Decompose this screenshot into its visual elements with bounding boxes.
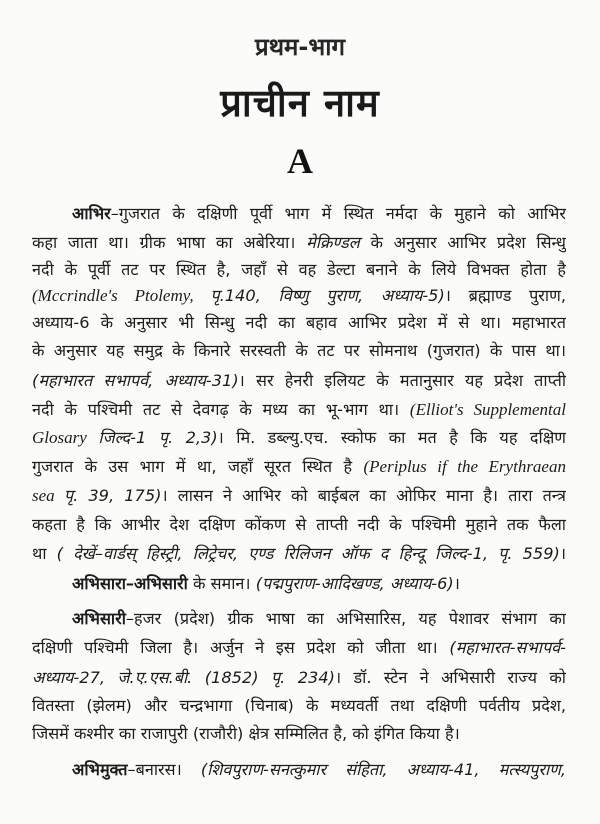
text-line: जिसमें कश्मीर का राजापुरी (राजौरी) क्षेत्र सम्मिलित है, को इंगित किया है। — [32, 724, 460, 743]
entry-term: आभिर — [72, 204, 111, 223]
text-line: दक्षिणी पश्चिमी जिला है। अर्जुन ने इस प्रदेश को जीता था। (महाभारत-सभापर्व- — [32, 638, 566, 657]
citation: अध्याय-27, जे.ए.एस.बी. (1852) पृ. 234) — [32, 668, 335, 687]
text-line: नदी के पूर्वी तट पर स्थित है, जहाँ से वह डेल्टा बनाने के लिये विभक्त होता है — [32, 260, 566, 279]
citation: Glosary — [32, 428, 99, 447]
text-line: आभिर–गुजरात के दक्षिणी पूर्वी भाग में स्थित नर्मदा के मुहाने को आभिर — [72, 204, 566, 223]
citation: (महाभारत-सभापर्व- — [449, 638, 566, 657]
text-line: था ( देखें–वार्डस् हिस्ट्री, लिट्रेचर, एण्ड रिलिजन ऑफ द हिन्दू जिल्द-1, पृ. 559)। — [32, 544, 566, 563]
text-line: अभिसारी–हजर (प्रदेश) ग्रीक भाषा का अभिसारिस, यह पेशावर संभाग का — [72, 609, 566, 628]
entry-term: अभिसारी — [72, 609, 126, 628]
citation: (Mccrindle's Ptolemy, — [32, 286, 211, 305]
text-line: अभिसारा–अभिसारी के समान। (पद्मपुराण-आदिखण्ड, अध्याय-6)। — [72, 574, 460, 593]
text-line: वितस्ता (झेलम) और चन्द्रभागा (चिनाब) के मध्यवर्ती तथा दक्षिणी पर्वतीय प्रदेश, — [32, 696, 566, 715]
text-line: sea पृ. 39, 175)। लासन ने आभिर को बाईबल का ओफिर माना है। तारा तन्त्र — [32, 486, 566, 505]
citation: ( देखें–वार्डस् हिस्ट्री, लिट्रेचर, एण्ड रिलिजन ऑफ द हिन्दू जिल्द-1, पृ. 559) — [56, 544, 560, 563]
letter-heading: A — [287, 141, 313, 181]
text-line: के अनुसार यह समुद्र के किनारे सरस्वती के तट पर सोमनाथ (गुजरात) के पास था। — [32, 341, 566, 360]
text-line: अभिमुक्त–बनारस। (शिवपुराण-सनत्कुमार संहिता, अध्याय-41, मत्स्यपुराण, — [72, 760, 566, 779]
text-line: (महाभारत सभापर्व, अध्याय-31)। सर हेनरी इलियट के मतानुसार यह प्रदेश ताप्ती — [32, 371, 566, 390]
citation: पृ.140, विष्णु पुराण, अध्याय-5) — [210, 286, 445, 305]
chapter-title: प्राचीन नाम — [220, 81, 380, 125]
citation: पृ. 39, 175) — [63, 486, 162, 505]
entry-term: अभिमुक्त — [72, 760, 128, 779]
citation: (Periplus if the Erythraean — [363, 457, 566, 476]
text-line: गुजरात के उस भाग में था, जहाँ सूरत स्थित है (Periplus if the Erythraean — [32, 457, 566, 476]
citation: (पद्मपुराण-आदिखण्ड, अध्याय-6) — [255, 574, 454, 593]
part-title: प्रथम-भाग — [255, 33, 345, 61]
cross-reference: अभिसारी — [133, 574, 188, 593]
author-name: मेक्रिण्डल — [306, 233, 360, 252]
text-line: कहा जाता था। ग्रीक भाषा का अबेरिया। मेक्रिण्डल के अनुसार आभिर प्रदेश सिन्धु — [32, 233, 566, 252]
text-line: Glosary जिल्द-1 पृ. 2,3)। मि. डब्ल्यु.एच. स्कोफ का मत है कि यह दक्षिण — [32, 428, 566, 447]
text-line: अध्याय-6 के अनुसार भी सिन्धु नदी का बहाव आभिर प्रदेश में से था। महाभारत — [32, 313, 566, 332]
text-line: कहता है कि आभीर देश दक्षिण कोंकण से ताप्ती नदी के पश्चिमी मुहाने तक फैला — [32, 515, 566, 534]
text-line: नदी के पश्चिमी तट से देवगढ़ के मध्य का भू-भाग था। (Elliot's Supplemental — [32, 400, 566, 419]
citation: (Elliot's Supplemental — [409, 400, 566, 419]
citation: (महाभारत सभापर्व, अध्याय-31) — [32, 371, 239, 390]
text-line: अध्याय-27, जे.ए.एस.बी. (1852) पृ. 234)। डॉ. स्टेन ने अभिसारी राज्य को — [32, 668, 566, 687]
citation: sea — [32, 486, 64, 505]
entry-term: अभिसारा — [72, 574, 126, 593]
citation: जिल्द-1 पृ. 2,3) — [98, 428, 218, 447]
text-line: (Mccrindle's Ptolemy, पृ.140, विष्णु पुराण, अध्याय-5)। ब्रह्माण्ड पुराण, — [32, 286, 566, 305]
citation: (शिवपुराण-सनत्कुमार संहिता, अध्याय-41, मत्स्यपुराण, — [200, 760, 566, 779]
